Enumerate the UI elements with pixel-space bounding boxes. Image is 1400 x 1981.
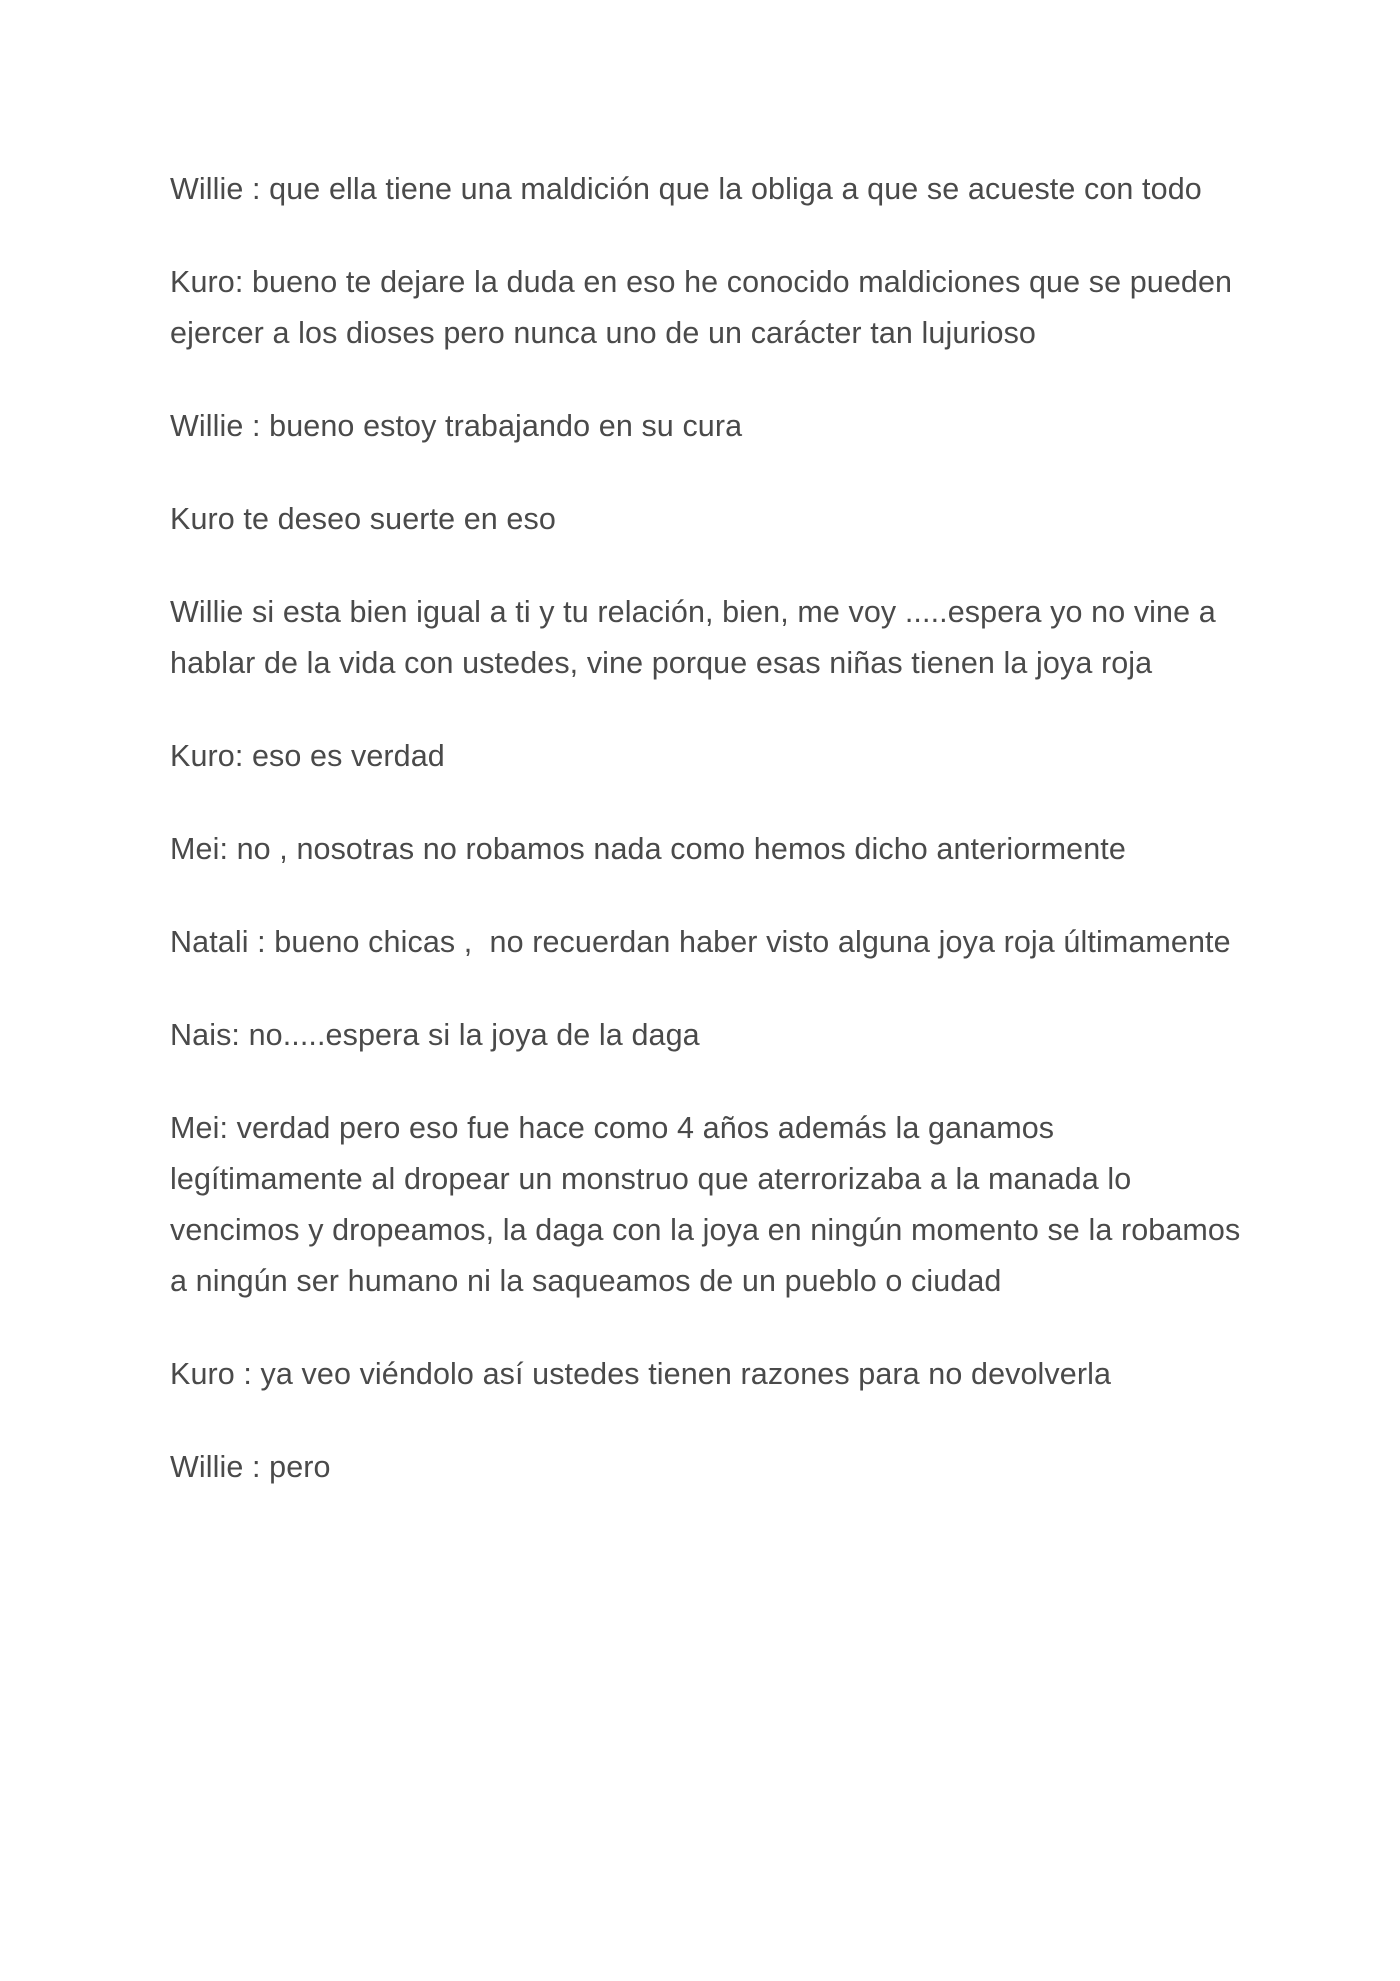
dialogue-paragraph: Mei: verdad pero eso fue hace como 4 años además la ganamos legítimamente al dropear un monstruo que aterrorizaba a la manada lo vencimos y dropeamos, la daga con la joya en ningún momento se la robamos a ningún ser humano ni la saqueamos de un pueblo o ciudad [170,1111,1249,1298]
dialogue-paragraph: Kuro: bueno te dejare la duda en eso he conocido maldiciones que se pueden ejercer a los dioses pero nunca uno de un carácter tan lujurioso [170,265,1241,350]
dialogue-paragraph: Willie : que ella tiene una maldición que la obliga a que se acueste con todo [170,172,1202,206]
dialogue-paragraph: Willie : pero [170,1450,331,1484]
dialogue-paragraph: Natali : bueno chicas , no recuerdan haber visto alguna joya roja últimamente [170,925,1231,959]
dialogue-paragraph: Mei: no , nosotras no robamos nada como hemos dicho anteriormente [170,832,1126,866]
dialogue-paragraph: Nais: no.....espera si la joya de la daga [170,1018,700,1052]
document-body [170,164,1250,1535]
dialogue-paragraph: Kuro : ya veo viéndolo así ustedes tienen razones para no devolverla [170,1357,1112,1391]
dialogue-paragraph: Kuro te deseo suerte en eso [170,502,556,536]
dialogue-paragraph: Willie : bueno estoy trabajando en su cura [170,409,743,443]
dialogue-paragraph: Willie si esta bien igual a ti y tu relación, bien, me voy .....espera yo no vine a hablar de la vida con ustedes, vine porque esas niñas tienen la joya roja [170,595,1225,680]
dialogue-paragraph: Kuro: eso es verdad [170,739,445,773]
